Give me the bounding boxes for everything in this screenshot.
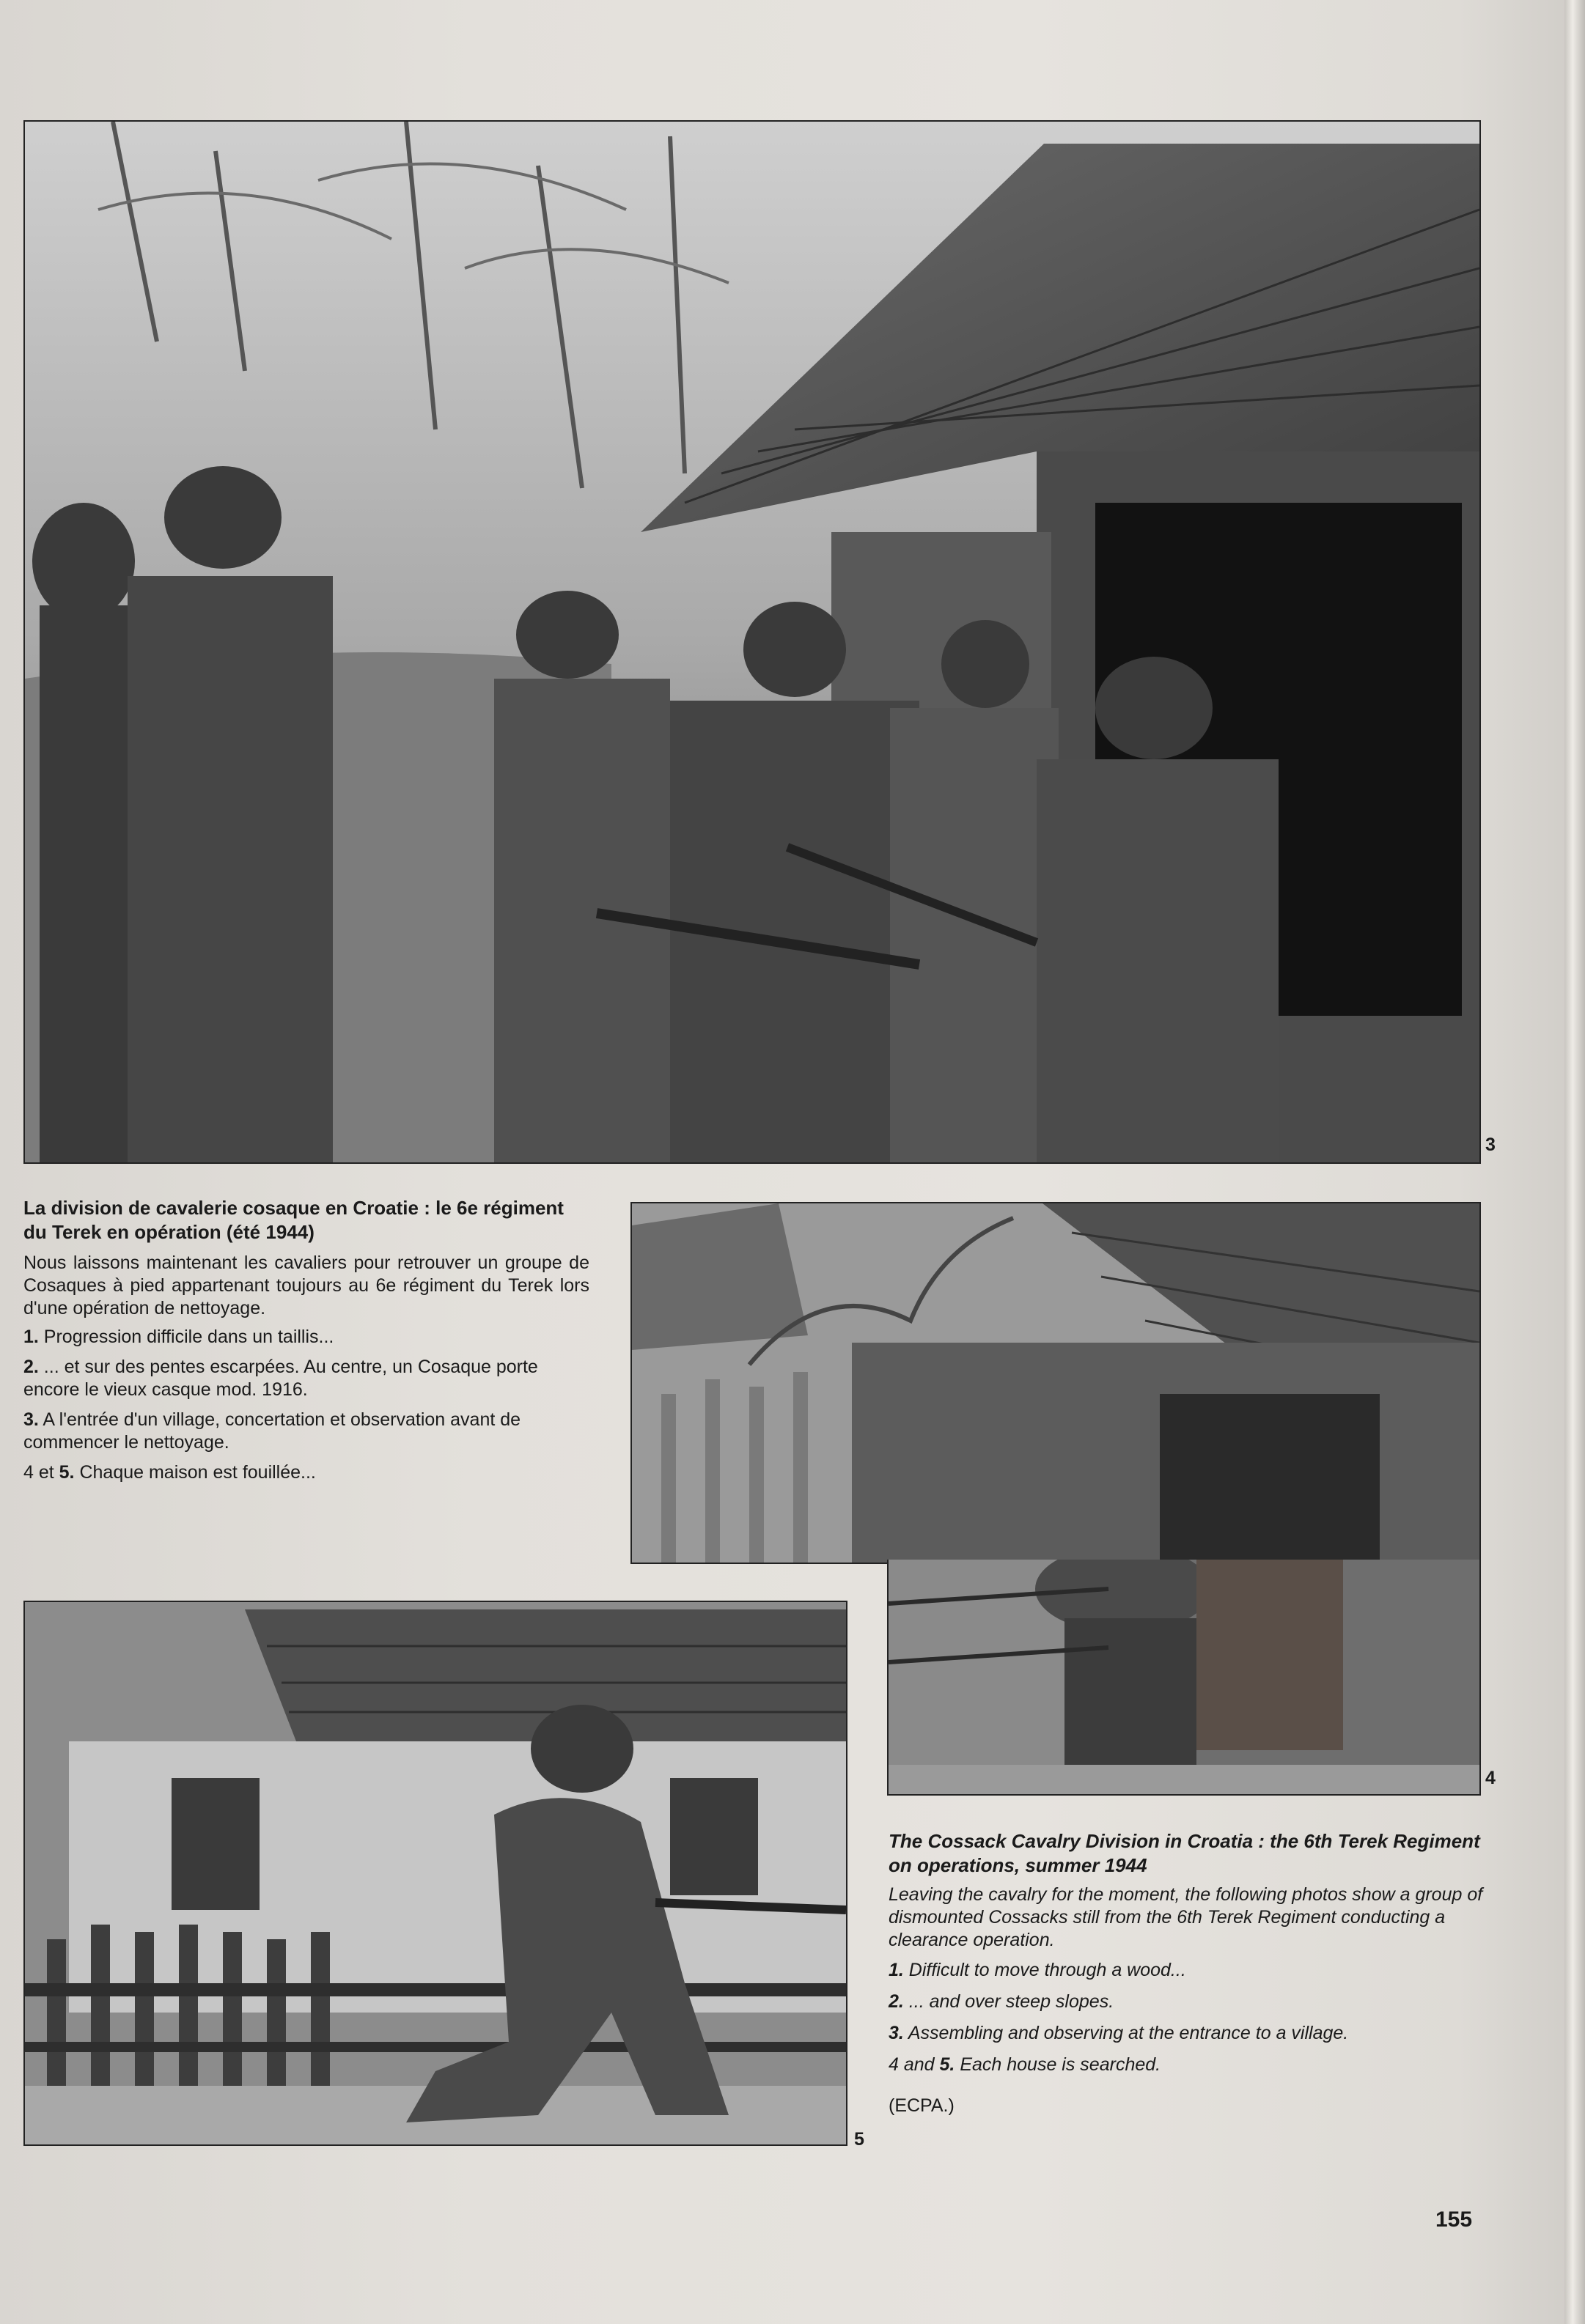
photo-3 — [23, 120, 1481, 1164]
caption-english-title: The Cossack Cavalry Division in Croatia : the 6th Terek Regiment on operations, summer 1944 — [889, 1830, 1480, 1876]
caption-french-intro: Nous laissons maintenant les cavaliers pour retrouver un groupe de Cosaques à pied appartenant toujours au 6e régiment du Terek lors d'une opération de nettoyage. — [23, 1253, 589, 1318]
photo-3-image — [25, 122, 1479, 1162]
photo-5 — [23, 1601, 847, 2146]
caption-english-item-3: 3. Assembling and observing at the entrance to a village. — [889, 2023, 1349, 2043]
caption-french-item-3: 3. A l'entrée d'un village, concertation et observation avant de commencer le nettoyage. — [23, 1409, 521, 1453]
caption-french-item-4: 4 et 5. Chaque maison est fouillée... — [23, 1462, 316, 1483]
photo-3-number: 3 — [1485, 1135, 1496, 1155]
photo-4 — [630, 1202, 1481, 1564]
page-edge — [1564, 0, 1585, 2324]
caption-english-item-1: 1. Difficult to move through a wood... — [889, 1960, 1186, 1980]
page-number: 155 — [1435, 2207, 1473, 2232]
caption-english-item-2: 2. ... and over steep slopes. — [889, 1991, 1114, 2012]
photo-credit: (ECPA.) — [889, 2095, 955, 2116]
photo-4-lower-image — [889, 1560, 1479, 1794]
caption-french-item-2: 2. ... et sur des pentes escarpées. Au centre, un Cosaque porte encore le vieux casque mod. 1916. — [23, 1357, 538, 1400]
caption-english — [889, 1829, 1484, 2136]
caption-french — [23, 1196, 589, 1491]
caption-french-title: La division de cavalerie cosaque en Croatie : le 6e régiment du Terek en opération (été 1944) — [23, 1197, 564, 1243]
photo-5-image — [25, 1602, 846, 2144]
photo-4-lower — [887, 1560, 1481, 1796]
photo-5-number: 5 — [854, 2129, 864, 2150]
caption-english-intro: Leaving the cavalry for the moment, the following photos show a group of dismounted Cossacks still from the 6th Terek Regiment conducting a clearance operation. — [889, 1884, 1483, 1950]
photo-4-number: 4 — [1485, 1768, 1496, 1788]
caption-french-item-1: 1. Progression difficile dans un taillis... — [23, 1327, 334, 1347]
caption-english-item-4: 4 and 5. Each house is searched. — [889, 2054, 1161, 2075]
photo-4-image — [632, 1203, 1479, 1563]
